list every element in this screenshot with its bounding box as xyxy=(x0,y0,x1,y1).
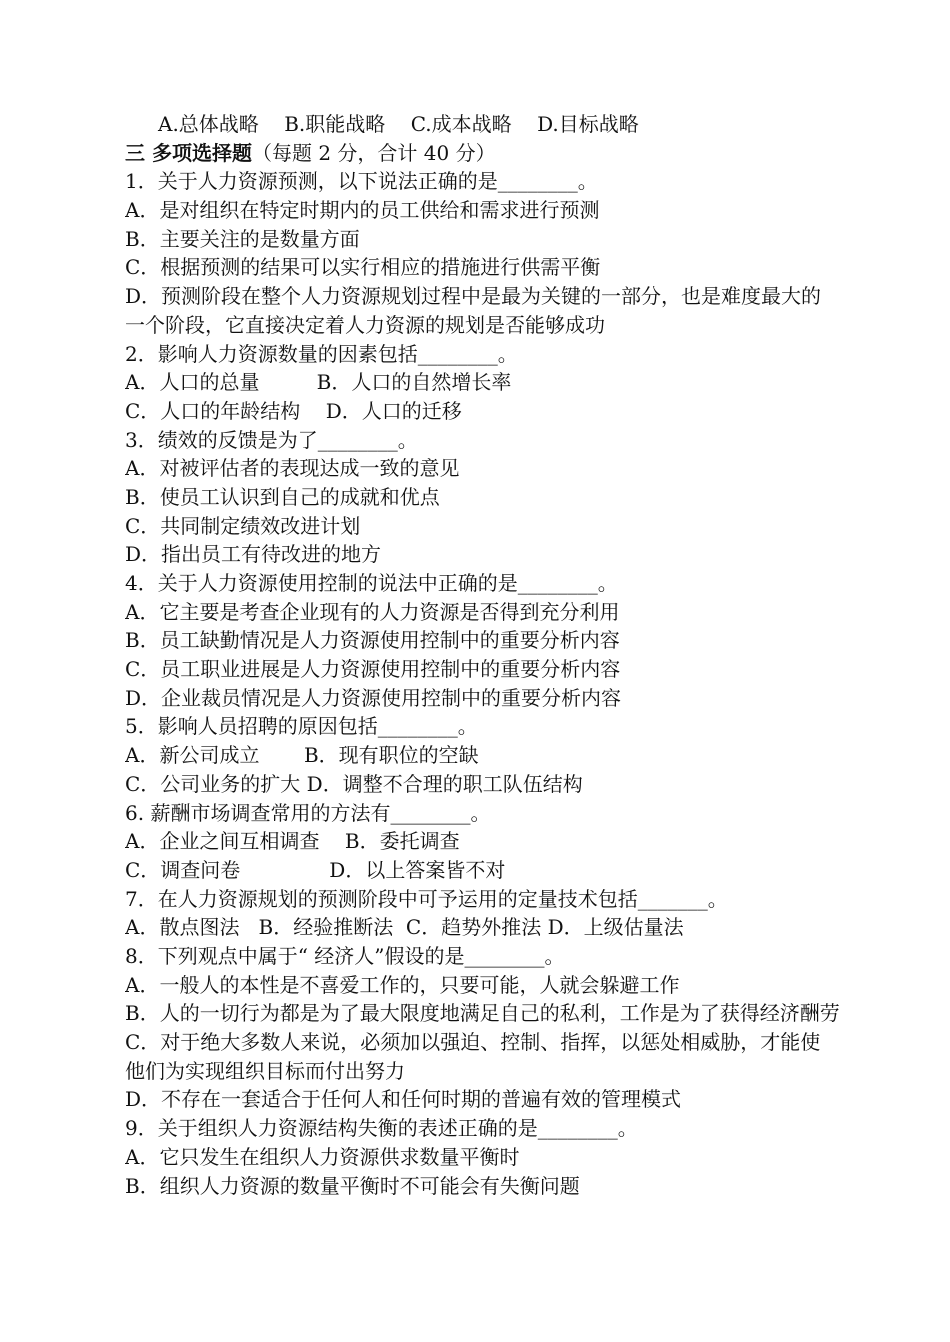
question-option: A．是对组织在特定时期内的员工供给和需求进行预测 xyxy=(125,198,600,223)
question-option: A．人口的总量 B．人口的自然增长率 xyxy=(125,370,512,395)
question-option: B．主要关注的是数量方面 xyxy=(125,226,360,251)
question-option: D．不存在一套适合于任何人和任何时期的普遍有效的管理模式 xyxy=(125,1087,682,1112)
question-stem: 6. 薪酬市场调查常用的方法有________。 xyxy=(125,800,491,825)
document-content xyxy=(125,110,840,1200)
question-option: C．对于绝大多数人来说，必须加以强迫、控制、指挥，以惩处相威胁，才能使他们为实现组织目标而付出努力 xyxy=(125,1030,821,1083)
question-stem: 8．下列观点中属于“ 经济人”假设的是________。 xyxy=(125,943,565,968)
section-title: 三 多项选择题 xyxy=(125,140,252,165)
question-option: D．指出员工有待改进的地方 xyxy=(125,542,382,567)
question-stem: 9．关于组织人力资源结构失衡的表述正确的是________。 xyxy=(125,1116,638,1141)
question-option: D．企业裁员情况是人力资源使用控制中的重要分析内容 xyxy=(125,685,622,710)
question-option: D．预测阶段在整个人力资源规划过程中是最为关键的一部分，也是难度最大的一个阶段，它直接决定着人力资源的规划是否能够成功 xyxy=(125,284,822,337)
question-stem: 3．绩效的反馈是为了________。 xyxy=(125,427,418,452)
question-stem: 2．影响人力资源数量的因素包括________。 xyxy=(125,341,518,366)
question-option: A．企业之间互相调查 B．委托调查 xyxy=(125,829,460,854)
question-option: A．它主要是考查企业现有的人力资源是否得到充分利用 xyxy=(125,599,620,624)
question-option: B．组织人力资源的数量平衡时不可能会有失衡问题 xyxy=(125,1173,580,1198)
question-option: A．新公司成立 B．现有职位的空缺 xyxy=(125,743,479,768)
question-stem: 7．在人力资源规划的预测阶段中可予运用的定量技术包括_______。 xyxy=(125,886,728,911)
question-option: A．一般人的本性是不喜爱工作的，只要可能，人就会躲避工作 xyxy=(125,972,680,997)
question-stem: 1．关于人力资源预测，以下说法正确的是________。 xyxy=(125,169,598,194)
question-option: C．根据预测的结果可以实行相应的措施进行供需平衡 xyxy=(125,255,601,280)
question-option: C．共同制定绩效改进计划 xyxy=(125,513,361,538)
question-option: A．对被评估者的表现达成一致的意见 xyxy=(125,456,460,481)
question-option: B．人的一切行为都是为了最大限度地满足自己的私利，工作是为了获得经济酬劳 xyxy=(125,1001,840,1026)
question-option: B．使员工认识到自己的成就和优点 xyxy=(125,484,440,509)
question-option: C．员工职业进展是人力资源使用控制中的重要分析内容 xyxy=(125,657,621,682)
question-option: C．公司业务的扩大 D．调整不合理的职工队伍结构 xyxy=(125,771,583,796)
question-stem: 4．关于人力资源使用控制的说法中正确的是________。 xyxy=(125,571,618,596)
question-stem: 5．影响人员招聘的原因包括________。 xyxy=(125,714,478,739)
prev-question-options: A.总体战略 B.职能战略 C.成本战略 D.目标战略 xyxy=(158,112,639,136)
question-option: B．员工缺勤情况是人力资源使用控制中的重要分析内容 xyxy=(125,628,620,653)
question-option: A．它只发生在组织人力资源供求数量平衡时 xyxy=(125,1144,520,1169)
question-option: C．人口的年龄结构 D．人口的迁移 xyxy=(125,398,462,423)
question-option: C．调查问卷 D．以上答案皆不对 xyxy=(125,857,506,882)
section-heading xyxy=(125,139,840,168)
question-option: A．散点图法 B．经验推断法 C．趋势外推法 D．上级估量法 xyxy=(125,915,684,940)
section-note: （每题 2 分，合计 40 分） xyxy=(251,140,496,165)
